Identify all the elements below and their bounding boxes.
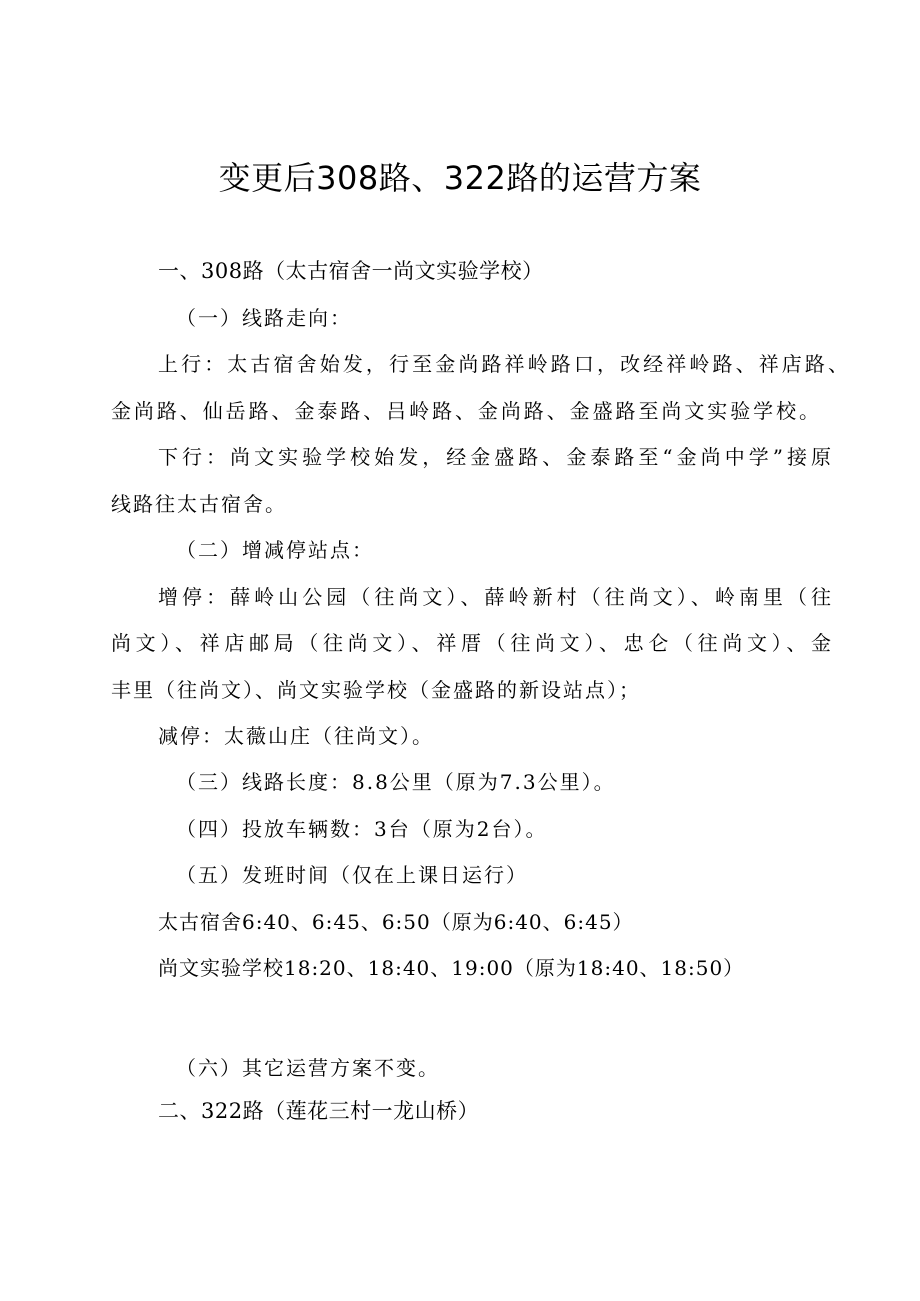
schedule-taigu: 太古宿舍6:40、6:45、6:50（原为6:40、6:45） — [158, 910, 634, 934]
route-number: 322 — [201, 1099, 243, 1123]
down-route-line-2: 线路往太古宿舍。 — [111, 492, 287, 516]
vehicle-count: （四）投放车辆数：3台（原为2台）。 — [176, 817, 548, 841]
down-route-line-1: 下行：尚文实验学校始发，经金盛路、金泰路至“金尚中学”接原 — [158, 445, 833, 469]
route-number: 308 — [201, 259, 243, 283]
route-direction-label: （一）线路走向： — [176, 306, 352, 330]
stops-label: （二）增减停站点： — [176, 538, 374, 562]
up-route-line-1: 上行：太古宿舍始发，行至金尚路祥岭路口，改经祥岭路、祥店路、 — [158, 352, 850, 376]
route-length: （三）线路长度：8.8公里（原为7.3公里）。 — [176, 770, 616, 794]
section-heading-322 — [158, 1096, 479, 1126]
section-heading-prefix: 二、 — [158, 1099, 201, 1123]
added-stops-line-1: 增停：薛岭山公园（往尚文）、薛岭新村（往尚文）、岭南里（往 — [158, 585, 833, 609]
other-unchanged: （六）其它运营方案不变。 — [176, 1056, 440, 1080]
section-heading-text: 路（太古宿舍一尚文实验学校） — [242, 259, 544, 283]
section-heading-308 — [158, 256, 544, 286]
added-stops-line-2: 尚文）、祥店邮局（往尚文）、祥厝（往尚文）、忠仑（往尚文）、金 — [111, 631, 833, 655]
schedule-label: （五）发班时间（仅在上课日运行） — [176, 863, 528, 887]
added-stops-line-3: 丰里（往尚文）、尚文实验学校（金盛路的新设站点）； — [111, 678, 641, 702]
section-heading-text: 路（莲花三村一龙山桥） — [242, 1099, 480, 1123]
up-route-line-2: 金尚路、仙岳路、金泰路、吕岭路、金尚路、金盛路至尚文实验学校。 — [111, 399, 821, 423]
document-title: 变更后308路、322路的运营方案 — [218, 159, 702, 197]
section-heading-prefix: 一、 — [158, 259, 201, 283]
removed-stops-line: 减停：太薇山庄（往尚文）。 — [158, 724, 434, 748]
schedule-shangwen: 尚文实验学校18:20、18:40、19:00（原为18:40、18:50） — [158, 956, 745, 980]
